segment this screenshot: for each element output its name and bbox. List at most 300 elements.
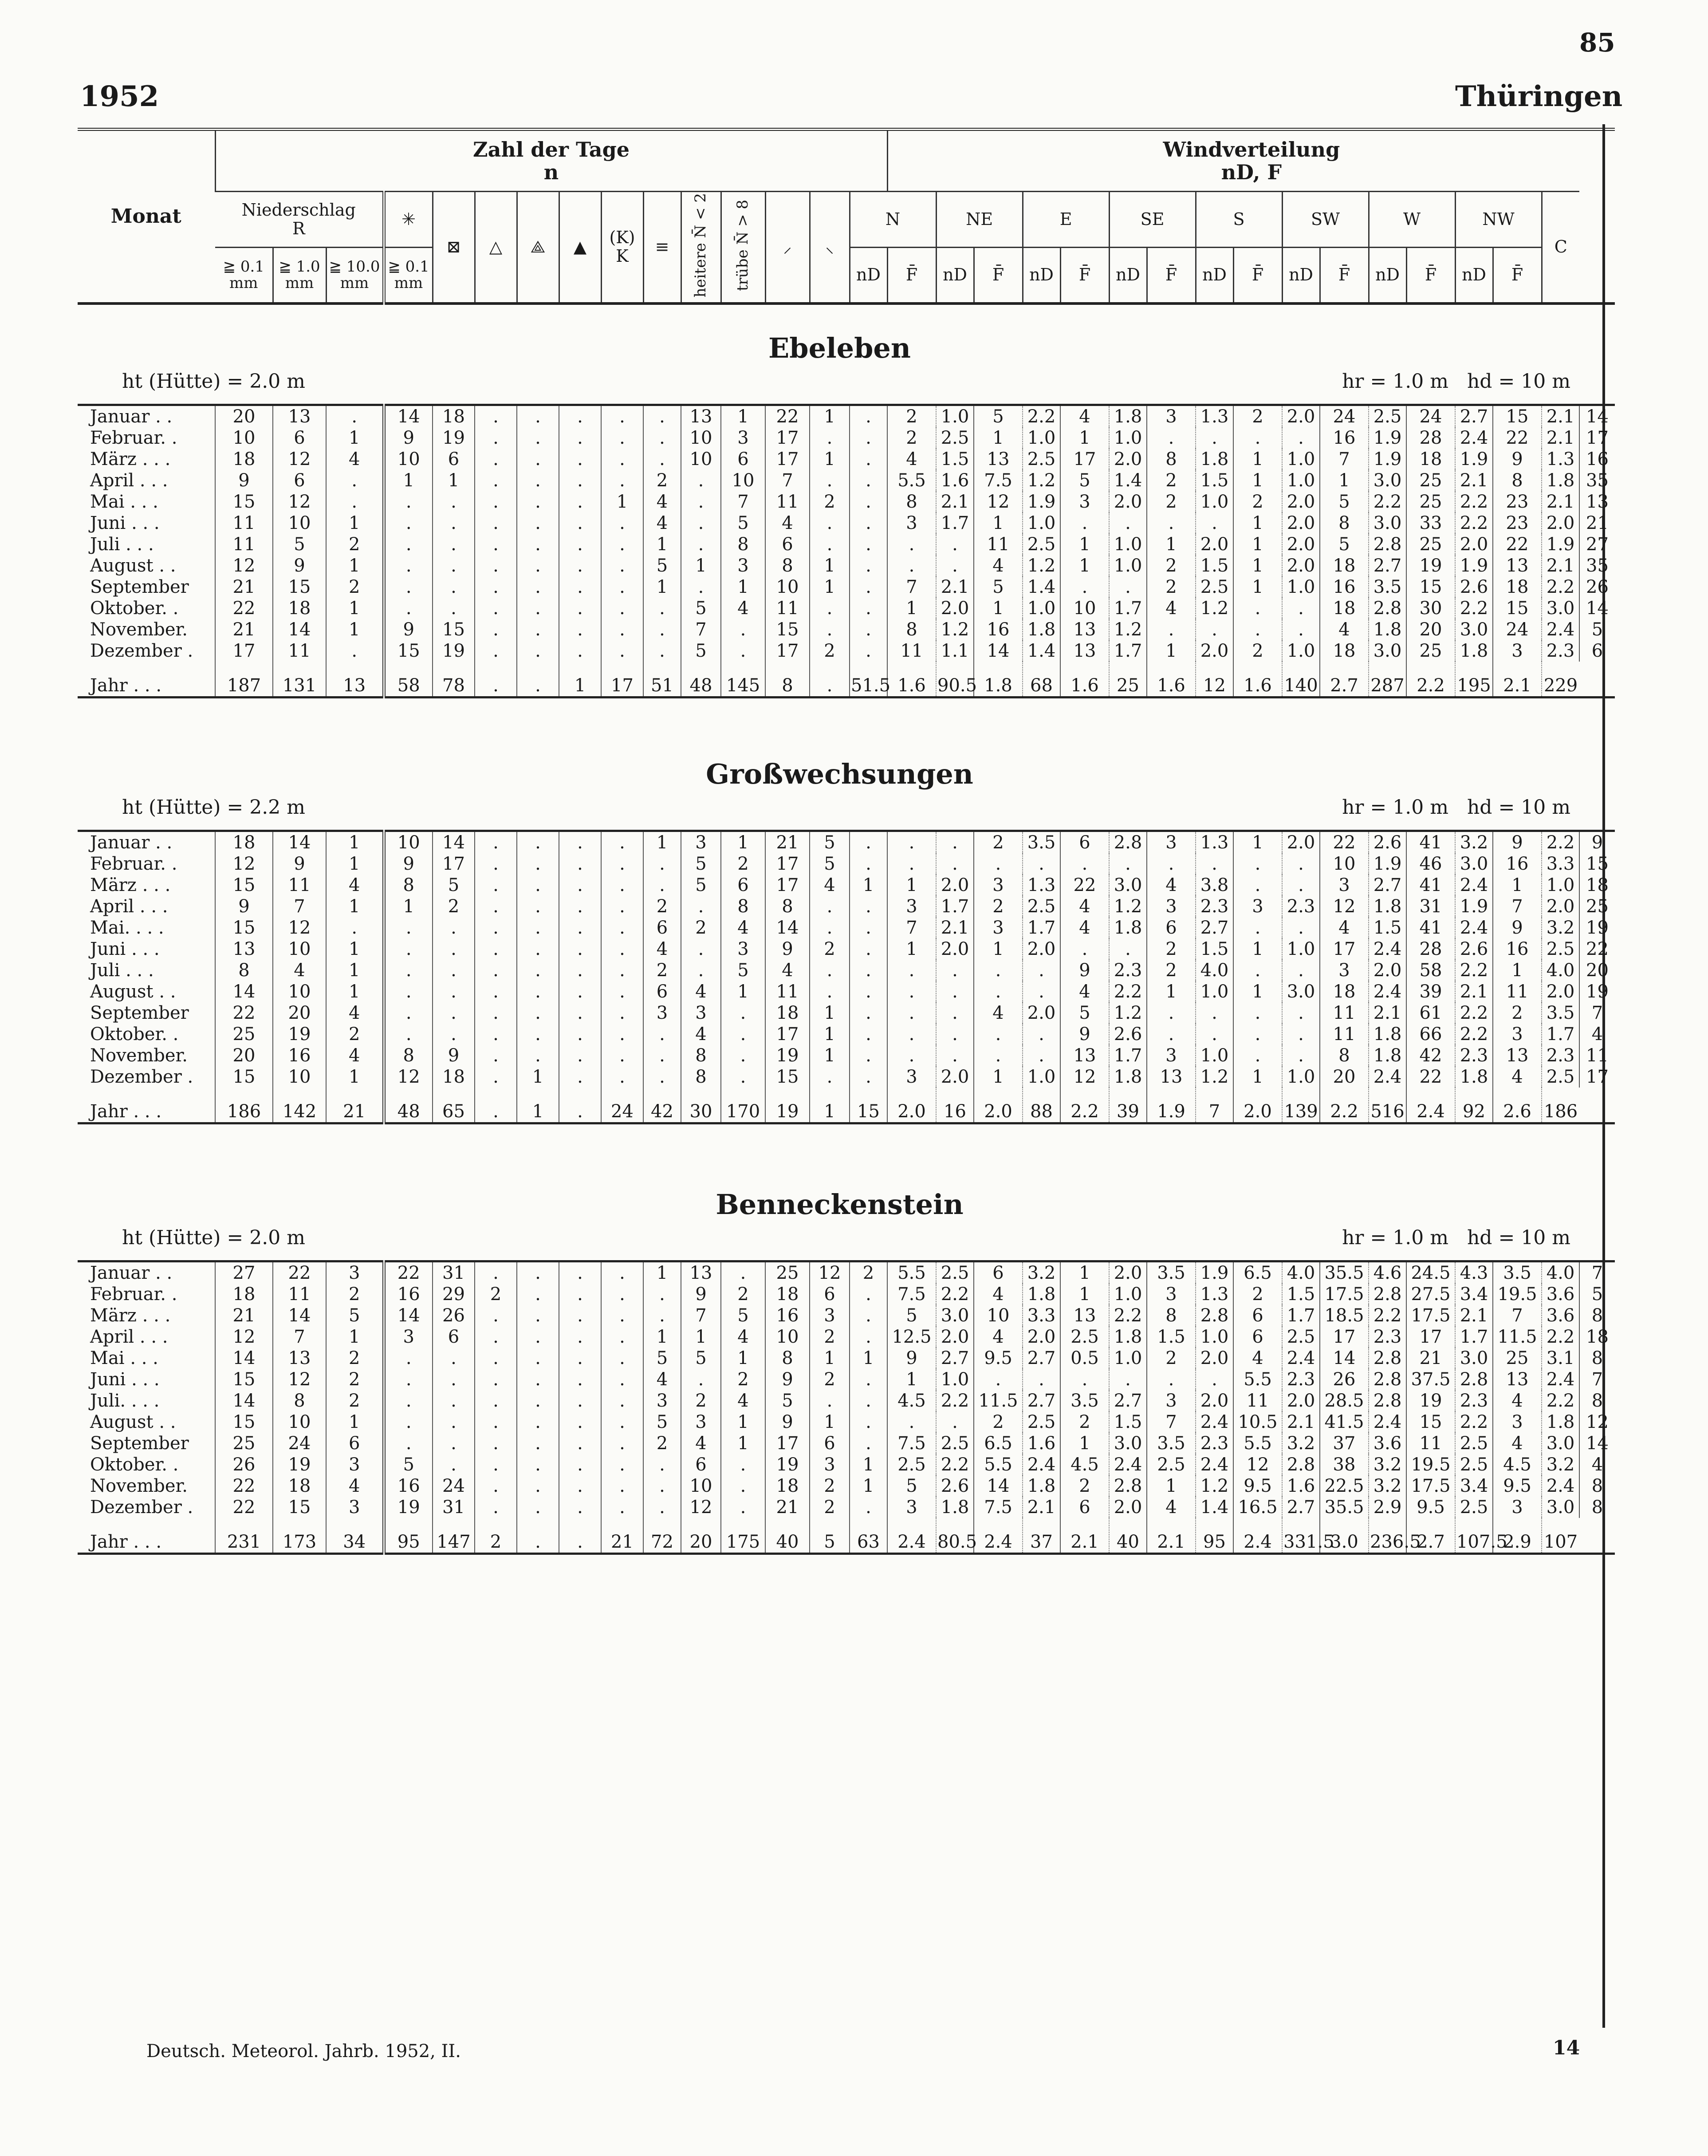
table-cell: 17: [433, 853, 475, 875]
table-cell: 1.6: [1282, 1475, 1320, 1497]
table-cell: .: [850, 576, 887, 598]
table-cell: 7: [721, 491, 765, 512]
table-cell: 5: [681, 1348, 721, 1369]
table-cell: .: [1109, 938, 1147, 960]
table-cell: 18: [273, 598, 326, 619]
table-cell: 15: [215, 491, 273, 512]
header-truebe: [721, 192, 765, 304]
table-cell: 287: [1369, 662, 1406, 698]
table-cell: .: [1282, 1002, 1320, 1024]
table-cell: 3: [974, 917, 1023, 938]
table-cell: .: [681, 896, 721, 917]
table-cell: .: [475, 662, 517, 698]
table-cell: 9: [433, 1045, 475, 1066]
table-cell: 2: [1060, 1411, 1109, 1433]
table-cell: .: [384, 960, 433, 981]
table-cell: .: [887, 831, 936, 854]
table-cell: 142: [273, 1088, 326, 1123]
table-cell: 4: [721, 598, 765, 619]
table-cell: 1: [517, 1088, 559, 1123]
table-cell: 1.0: [1282, 1066, 1320, 1088]
month-row: [78, 896, 1615, 917]
column-header-table: [78, 128, 1615, 305]
table-cell: 22: [1493, 534, 1542, 555]
table-cell: .: [384, 491, 433, 512]
table-cell: 2.1: [1369, 1002, 1406, 1024]
table-cell: 4: [1493, 1433, 1542, 1454]
table-cell: 3: [721, 427, 765, 449]
table-cell: 9: [1060, 960, 1109, 981]
table-cell: 2: [887, 405, 936, 428]
table-cell: 3: [1147, 1284, 1196, 1305]
table-cell: .: [850, 1390, 887, 1411]
dir-se-label: SE: [1109, 192, 1196, 248]
table-cell: 3: [643, 1002, 681, 1024]
month-label: Dezember .: [90, 641, 193, 661]
table-cell: .: [326, 491, 384, 512]
table-cell: 2.1: [1282, 1411, 1320, 1433]
table-cell: 3: [1233, 896, 1282, 917]
table-cell: 2: [810, 1326, 850, 1348]
table-cell: .: [433, 512, 475, 534]
month-row: [78, 1369, 1615, 1390]
table-cell: .: [1147, 853, 1196, 875]
table-cell: 4: [1493, 1390, 1542, 1411]
table-cell: 1: [1147, 1475, 1196, 1497]
table-cell: .: [326, 640, 384, 662]
table-cell: 1: [974, 598, 1023, 619]
table-cell: 516: [1369, 1088, 1406, 1123]
table-cell: .: [517, 960, 559, 981]
table-cell: .: [1282, 619, 1320, 640]
table-cell: 1: [1493, 875, 1542, 896]
table-cell: 1.0: [1542, 875, 1579, 896]
table-cell: 2.2: [936, 1284, 974, 1305]
table-cell: 5: [681, 598, 721, 619]
table-cell: .: [887, 1002, 936, 1024]
table-cell: .: [475, 1497, 517, 1518]
n-nd-label: nD: [850, 248, 887, 303]
table-cell: 25: [765, 1261, 810, 1284]
table-cell: 3: [326, 1261, 384, 1284]
table-cell: 1: [1233, 938, 1282, 960]
year-total-row: [78, 662, 1615, 698]
table-cell: 16.5: [1233, 1497, 1282, 1518]
table-cell: 2.7: [1196, 917, 1233, 938]
table-cell: .: [384, 1411, 433, 1433]
table-cell: 1.5: [1196, 938, 1233, 960]
table-cell: 2: [1147, 938, 1196, 960]
table-cell: 4: [1060, 981, 1109, 1002]
table-cell: 2.5: [936, 1433, 974, 1454]
table-cell: 19.5: [1406, 1454, 1455, 1475]
table-cell: .: [475, 917, 517, 938]
table-cell: 66: [1406, 1024, 1455, 1045]
table-cell: 17: [601, 662, 643, 698]
table-cell: 17.5: [1406, 1305, 1455, 1326]
header-zahl-der-tage: [215, 130, 887, 192]
table-cell: 3: [1493, 640, 1542, 662]
table-cell: 6: [681, 1454, 721, 1475]
table-cell: 4: [1233, 1348, 1282, 1369]
table-cell: 6: [1147, 917, 1196, 938]
table-cell: .: [433, 491, 475, 512]
table-cell: 6: [433, 449, 475, 470]
table-cell: .: [433, 555, 475, 576]
table-cell: .: [384, 1369, 433, 1390]
table-cell: .: [643, 640, 681, 662]
table-cell: 24: [1406, 405, 1455, 428]
table-cell: 13: [974, 449, 1023, 470]
table-cell: .: [559, 1261, 601, 1284]
table-cell: 19: [433, 427, 475, 449]
table-cell: .: [810, 512, 850, 534]
table-cell: 8: [384, 875, 433, 896]
table-cell: .: [475, 491, 517, 512]
table-cell: 51: [643, 662, 681, 698]
table-cell: .: [601, 534, 643, 555]
table-cell: 1: [1233, 470, 1282, 491]
table-cell: 2.4: [1233, 1518, 1282, 1554]
table-cell: 12: [273, 449, 326, 470]
table-cell: 1: [1233, 1066, 1282, 1088]
sleet-symbol-icon: ⊠: [433, 192, 475, 304]
table-cell: .: [559, 576, 601, 598]
table-cell: 2: [1233, 640, 1282, 662]
ne-f-label: F̄: [974, 248, 1023, 303]
table-cell: 2.5: [1455, 1497, 1493, 1518]
table-cell: 1: [810, 1088, 850, 1123]
table-cell: 10: [273, 1411, 326, 1433]
table-cell: 19.5: [1493, 1284, 1542, 1305]
table-cell: 2.7: [1320, 662, 1369, 698]
table-cell: 3: [326, 1454, 384, 1475]
table-cell: 1: [721, 405, 765, 428]
table-cell: .: [601, 981, 643, 1002]
table-cell: 2.0: [1233, 1088, 1282, 1123]
table-cell: 7: [1147, 1411, 1196, 1433]
month-label: November.: [90, 1476, 188, 1496]
table-cell: 5.5: [1233, 1433, 1282, 1454]
table-cell: 17: [765, 449, 810, 470]
table-cell: .: [601, 1390, 643, 1411]
table-cell: 1.9: [1455, 896, 1493, 917]
table-cell: .: [559, 1475, 601, 1497]
table-cell: .: [850, 1284, 887, 1305]
table-cell: .: [384, 917, 433, 938]
table-cell: 1: [1147, 981, 1196, 1002]
table-cell: 1.2: [1023, 555, 1060, 576]
table-cell: 9.5: [1406, 1497, 1455, 1518]
table-cell: .: [1282, 875, 1320, 896]
table-cell: 2.5: [1023, 534, 1060, 555]
table-cell: 2.6: [1369, 831, 1406, 854]
table-cell: .: [517, 1305, 559, 1326]
table-cell: .: [1109, 576, 1147, 598]
table-cell: 3.0: [1455, 853, 1493, 875]
table-cell: 35.5: [1320, 1497, 1369, 1518]
table-cell: 12: [810, 1261, 850, 1284]
table-cell: 26: [1320, 1369, 1369, 1390]
table-cell: 80.5: [936, 1518, 974, 1554]
ht-value: ht (Hütte) = 2.2 m: [122, 796, 305, 819]
table-cell: 6: [643, 981, 681, 1002]
table-cell: 22: [1406, 1066, 1455, 1088]
header-windverteilung: [887, 130, 1615, 192]
table-cell: 4: [1320, 917, 1369, 938]
table-cell: 1.9: [1455, 555, 1493, 576]
table-cell: 3: [1320, 875, 1369, 896]
table-cell: .: [850, 1411, 887, 1433]
threshold-0-1: ≧ 0.1 mm: [215, 248, 273, 303]
table-cell: 2.1: [936, 576, 974, 598]
table-cell: .: [936, 960, 974, 981]
table-cell: .: [601, 1433, 643, 1454]
table-cell: 2.4: [1455, 427, 1493, 449]
table-cell: 22: [215, 1002, 273, 1024]
table-cell: 35: [1579, 555, 1615, 576]
table-cell: 5: [681, 875, 721, 896]
table-cell: 2.1: [1542, 405, 1579, 428]
table-cell: 2.2: [1455, 598, 1493, 619]
table-cell: 15: [1493, 405, 1542, 428]
table-cell: 1: [1233, 512, 1282, 534]
table-cell: 25: [1579, 896, 1615, 917]
table-cell: 1.7: [936, 512, 974, 534]
table-cell: 27.5: [1406, 1284, 1455, 1305]
table-cell: .: [1147, 1002, 1196, 1024]
table-cell: 24: [1320, 405, 1369, 428]
table-cell: 14: [384, 1305, 433, 1326]
table-cell: 1.8: [1109, 405, 1147, 428]
table-cell: 2: [1147, 555, 1196, 576]
table-cell: 6: [273, 427, 326, 449]
table-cell: 7.5: [887, 1284, 936, 1305]
table-cell: 1: [1147, 640, 1196, 662]
wind-force-symbol-icon: ⸝: [765, 192, 810, 304]
table-cell: 13: [1493, 1369, 1542, 1390]
table-cell: 1.7: [1023, 917, 1060, 938]
table-cell: 2: [326, 1024, 384, 1045]
table-cell: 4.0: [1542, 960, 1579, 981]
table-cell: 2.0: [1023, 1326, 1060, 1348]
table-cell: 13: [1060, 619, 1109, 640]
table-cell: .: [974, 1045, 1023, 1066]
table-cell: .: [384, 1002, 433, 1024]
table-cell: 33: [1406, 512, 1455, 534]
table-cell: 1.8: [1542, 470, 1579, 491]
table-cell: 2.5: [1542, 938, 1579, 960]
table-cell: 19: [1579, 981, 1615, 1002]
table-cell: 2.1: [936, 917, 974, 938]
table-cell: .: [601, 1284, 643, 1305]
table-cell: 2.8: [1369, 1369, 1406, 1390]
table-cell: 3.6: [1542, 1284, 1579, 1305]
table-cell: 1.9: [1369, 853, 1406, 875]
table-cell: 12: [1196, 662, 1233, 698]
table-cell: 2.0: [936, 598, 974, 619]
table-cell: 2.0: [1542, 512, 1579, 534]
table-cell: 58: [1406, 960, 1455, 981]
threshold-10-0: ≧ 10.0 mm: [326, 248, 384, 303]
table-cell: 3.0: [1109, 1433, 1147, 1454]
table-cell: .: [601, 960, 643, 981]
table-cell: 1: [974, 512, 1023, 534]
table-cell: 9: [1579, 831, 1615, 854]
month-row: [78, 449, 1615, 470]
table-cell: .: [721, 619, 765, 640]
table-cell: 1.7: [1282, 1305, 1320, 1326]
table-cell: 6: [765, 534, 810, 555]
table-cell: 2.2: [936, 1390, 974, 1411]
month-label: Mai . . .: [90, 1348, 158, 1368]
table-cell: 5: [273, 534, 326, 555]
table-cell: .: [721, 1454, 765, 1475]
table-cell: 3: [1147, 1390, 1196, 1411]
table-cell: .: [1282, 427, 1320, 449]
table-cell: 2.2: [1023, 405, 1060, 428]
table-cell: 1.8: [1109, 917, 1147, 938]
table-cell: .: [810, 1066, 850, 1088]
table-cell: .: [517, 1024, 559, 1045]
dir-w-label: W: [1369, 192, 1455, 248]
table-cell: 19: [273, 1024, 326, 1045]
table-cell: 3.4: [1455, 1475, 1493, 1497]
table-cell: 3: [384, 1326, 433, 1348]
table-cell: 2.0: [1109, 449, 1147, 470]
table-cell: 6: [433, 1326, 475, 1348]
month-label: März . . .: [90, 875, 171, 895]
table-cell: .: [517, 534, 559, 555]
table-cell: 1.8: [1455, 640, 1493, 662]
table-cell: 4: [887, 449, 936, 470]
table-cell: 19: [765, 1454, 810, 1475]
table-cell: 1: [326, 938, 384, 960]
table-cell: .: [850, 405, 887, 428]
table-cell: 131: [273, 662, 326, 698]
table-cell: .: [517, 1348, 559, 1369]
month-label: Juli . . .: [90, 960, 154, 981]
table-cell: .: [1023, 1045, 1060, 1066]
table-cell: 11.5: [974, 1390, 1023, 1411]
table-cell: .: [475, 1002, 517, 1024]
table-cell: 1.4: [1109, 470, 1147, 491]
table-cell: 9.5: [974, 1348, 1023, 1369]
month-row: [78, 1045, 1615, 1066]
table-cell: .: [601, 1454, 643, 1475]
table-cell: 22.5: [1320, 1475, 1369, 1497]
table-cell: 2.4: [1023, 1454, 1060, 1475]
table-cell: 1: [721, 1433, 765, 1454]
table-cell: 2.5: [1455, 1433, 1493, 1454]
table-cell: 2.8: [1455, 1369, 1493, 1390]
table-cell: 21: [1406, 1348, 1455, 1369]
table-cell: 17: [765, 1024, 810, 1045]
table-cell: 5.5: [974, 1454, 1023, 1475]
table-cell: .: [810, 598, 850, 619]
month-row: [78, 875, 1615, 896]
table-cell: 2.0: [1282, 405, 1320, 428]
table-cell: 1: [384, 470, 433, 491]
table-cell: 6: [1233, 1326, 1282, 1348]
table-cell: .: [475, 831, 517, 854]
table-cell: 5: [721, 960, 765, 981]
table-cell: 1: [850, 1475, 887, 1497]
table-cell: 17: [215, 640, 273, 662]
table-cell: 1.7: [936, 896, 974, 917]
month-label: November.: [90, 619, 188, 640]
table-cell: 88: [1023, 1088, 1060, 1123]
thunder-symbol-icon: (K) K: [601, 192, 643, 304]
table-cell: .: [517, 662, 559, 698]
table-cell: 1: [1233, 831, 1282, 854]
table-cell: .: [559, 853, 601, 875]
table-cell: 4: [681, 981, 721, 1002]
table-cell: 9: [273, 853, 326, 875]
table-cell: 3.0: [1542, 1433, 1579, 1454]
table-cell: .: [810, 960, 850, 981]
table-cell: .: [475, 960, 517, 981]
table-cell: .: [517, 1518, 559, 1554]
station-section: [78, 1185, 1609, 1555]
table-cell: 35.5: [1320, 1261, 1369, 1284]
month-row: [78, 1261, 1615, 1284]
hd-value: hd = 10 m: [1467, 1226, 1570, 1249]
month-label: Juli . . .: [90, 534, 154, 555]
table-cell: 2.0: [1282, 512, 1320, 534]
table-cell: 2.2: [1406, 662, 1455, 698]
table-cell: 3: [810, 1305, 850, 1326]
table-cell: 18: [1406, 449, 1455, 470]
table-cell: 25: [1406, 534, 1455, 555]
table-cell: 1: [974, 427, 1023, 449]
table-cell: 2.2: [1455, 512, 1493, 534]
table-cell: 1: [1060, 534, 1109, 555]
table-cell: 2.2: [1369, 1305, 1406, 1326]
table-cell: .: [1196, 1369, 1233, 1390]
table-cell: 24: [601, 1088, 643, 1123]
table-cell: 5.5: [1233, 1369, 1282, 1390]
month-row: [78, 853, 1615, 875]
table-cell: 21: [601, 1518, 643, 1554]
table-cell: .: [475, 1088, 517, 1123]
table-cell: 2.3: [1455, 1390, 1493, 1411]
table-cell: 5: [1320, 534, 1369, 555]
month-label: Jahr . . .: [90, 1101, 162, 1122]
se-nd-label: nD: [1109, 248, 1147, 303]
table-cell: 2.8: [1369, 534, 1406, 555]
table-cell: .: [517, 512, 559, 534]
table-cell: 3: [681, 831, 721, 854]
table-cell: 3.0: [1109, 875, 1147, 896]
table-cell: .: [643, 1284, 681, 1305]
table-cell: 6.5: [1233, 1261, 1282, 1284]
table-cell: 15: [384, 640, 433, 662]
table-cell: .: [601, 938, 643, 960]
table-cell: 2.3: [1282, 1369, 1320, 1390]
table-cell: 40: [1109, 1518, 1147, 1554]
table-cell: 18: [273, 1475, 326, 1497]
table-cell: 2.5: [936, 1261, 974, 1284]
table-cell: .: [559, 1305, 601, 1326]
table-cell: 2.5: [1369, 405, 1406, 428]
table-cell: 1: [643, 576, 681, 598]
table-cell: .: [887, 1411, 936, 1433]
table-cell: 2.6: [1455, 576, 1493, 598]
table-cell: 2.4: [1542, 1369, 1579, 1390]
table-cell: 11: [1320, 1024, 1369, 1045]
nw-f-label: F̄: [1493, 248, 1542, 303]
